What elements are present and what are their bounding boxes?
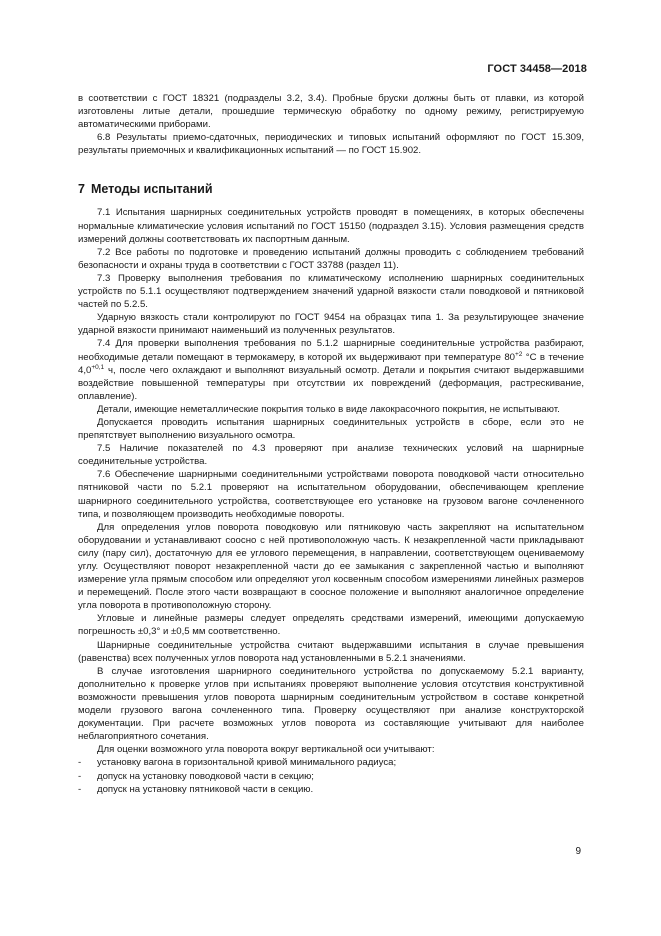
paragraph-7-1: 7.1 Испытания шарнирных соединительных устройств проводят в помещениях, в которых обеспечены нормальные климатические условия испытаний по ГОСТ 15150 (подраздел 3.15). Условия размещения средств измерений должны соответствовать их паспортным данным. (78, 207, 584, 245)
paragraph-pass-criteria: Шарнирные соединительные устройства считают выдержавшими испытания в случае превышения (равенства) всех полученных углов поворота над установленными в 5.2.1 значениями. (78, 639, 584, 664)
paragraph-vertical-axis: Для оценки возможного угла поворота вокруг вертикальной оси учитывают: (97, 744, 435, 756)
list-item: - допуск на установку пятниковой части в секцию. (78, 783, 584, 796)
temperature-tolerance: +2 (515, 350, 523, 358)
paragraph-nonmetal-coatings: Детали, имеющие неметаллические покрытия только в виде лакокрасочного покрытия, не испытывают. (97, 403, 560, 415)
paragraph-7-2: 7.2 Все работы по подготовке и проведению испытаний должны проводить с соблюдением требований безопасности и охраны труда в соответствии с ГОСТ 33788 (раздел 11). (78, 246, 584, 271)
list-item: - установку вагона в горизонтальной кривой минимального радиуса; (78, 756, 584, 769)
paragraph-variant-check: В случае изготовления шарнирного соединительного устройства по допускаемому 5.2.1 варианту, дополнительно к проверке углов при испытаниях проверяют выполнение условия отсутствия конструктивной возможности превышения углов поворота шарнирным соединительным устройством в составе конкретной модели грузового вагона сочлененного типа. Проверку осуществляют при анализе конструкторской документации. При расчете возможных углов поворота из составляющие учитывают для наиболее неблагоприятного сочетания. (78, 665, 584, 743)
page-content (78, 92, 584, 796)
time-tolerance: +0,1 (91, 363, 105, 371)
paragraph-measurement-accuracy: Угловые и линейные размеры следует определять средствами измерений, имеющими допускаемую погрешность ±0,3° и ±0,5 мм соответственно. (78, 613, 584, 638)
intro-paragraph-1: в соответствии с ГОСТ 18321 (подразделы 3.2, 3.4). Пробные бруски должны быть от плавки, из которой изготовлены литые детали, прошедшие термическую обработку по одному режиму, регистрируемую автоматическими приборами. (78, 93, 584, 131)
paragraph-7-6: 7.6 Обеспечение шарнирными соединительными устройствами поворота поводковой части относительно пятниковой части по 5.2.1 проверяют на испытательном оборудовании, обеспечивающем крепление шарнирного соединительного устройства, соответствующее его установке на грузовом вагоне сочлененного типа, и позволяющем производить необходимые повороты. (78, 469, 584, 520)
section-title: Методы испытаний (90, 182, 213, 197)
page-number: 9 (575, 846, 581, 857)
paragraph-7-3: 7.3 Проверку выполнения требования по климатическому исполнению шарнирных соединительных устройств по 5.1.1 осуществляют подтверждением значений ударной вязкости стали поводковой и пятниковой частей по 5.2.5. (78, 272, 584, 311)
p74-text-3: ч, после чего охлаждают и выполняют визуальный осмотр. Детали и покрытия считают выдержавшими воздействие повышенной температуры при отсутствии их повреждений (деформация, растрескивание, оплавление). (78, 364, 584, 402)
section-heading (78, 181, 584, 197)
intro-paragraph-2: 6.8 Результаты приемо-сдаточных, периодических и типовых испытаний оформляют по ГОСТ 15.309, результаты приемочных и квалификационных испытаний — по ГОСТ 15.902. (78, 132, 584, 157)
paragraph-7-4 (78, 337, 584, 402)
considerations-list (78, 756, 584, 795)
document-id: ГОСТ 34458—2018 (487, 63, 587, 75)
paragraph-impact-strength: Ударную вязкость стали контролируют по ГОСТ 9454 на образцах типа 1. За результирующее значение ударной вязкости принимают наименьший из полученных результатов. (78, 312, 584, 337)
section-number: 7 (78, 182, 85, 197)
paragraph-angle-determination: Для определения углов поворота поводковую или пятниковую часть закрепляют на испытательном оборудовании и устанавливают соосно с ней противоположную часть. К незакрепленной части прикладывают силу (пару сил), достаточную для ее углового перемещения, в направлении, соответствующем оцениваемому углу. Осуществляют поворот незакрепленной части до ее замыкания с закрепленной частью и выполняют измерение угла прямым способом или определяют угол косвенным способом измерениями линейных размеров и перемещений. После этого части возвращают в соосное положение и выполняют аналогичное определение угла поворота в противоположную сторону. (78, 521, 584, 612)
p74-text-1: 7.4 Для проверки выполнения требования по 5.1.2 шарнирные соединительные устройства разбирают, необходимые детали помещают в термокамеру, в которой их выдерживают при температуре 80 (78, 338, 584, 363)
paragraph-assembly-testing: Допускается проводить испытания шарнирных соединительных устройств в сборе, если это не препятствует выполнению визуального осмотра. (78, 416, 584, 442)
paragraph-7-5: 7.5 Наличие показателей по 4.3 проверяют при анализе технических условий на шарнирные соединительные устройства. (78, 443, 584, 468)
list-item: - допуск на установку поводковой части в секцию; (78, 770, 584, 783)
p74-text-2: °C в течение 4,0 (78, 351, 584, 376)
